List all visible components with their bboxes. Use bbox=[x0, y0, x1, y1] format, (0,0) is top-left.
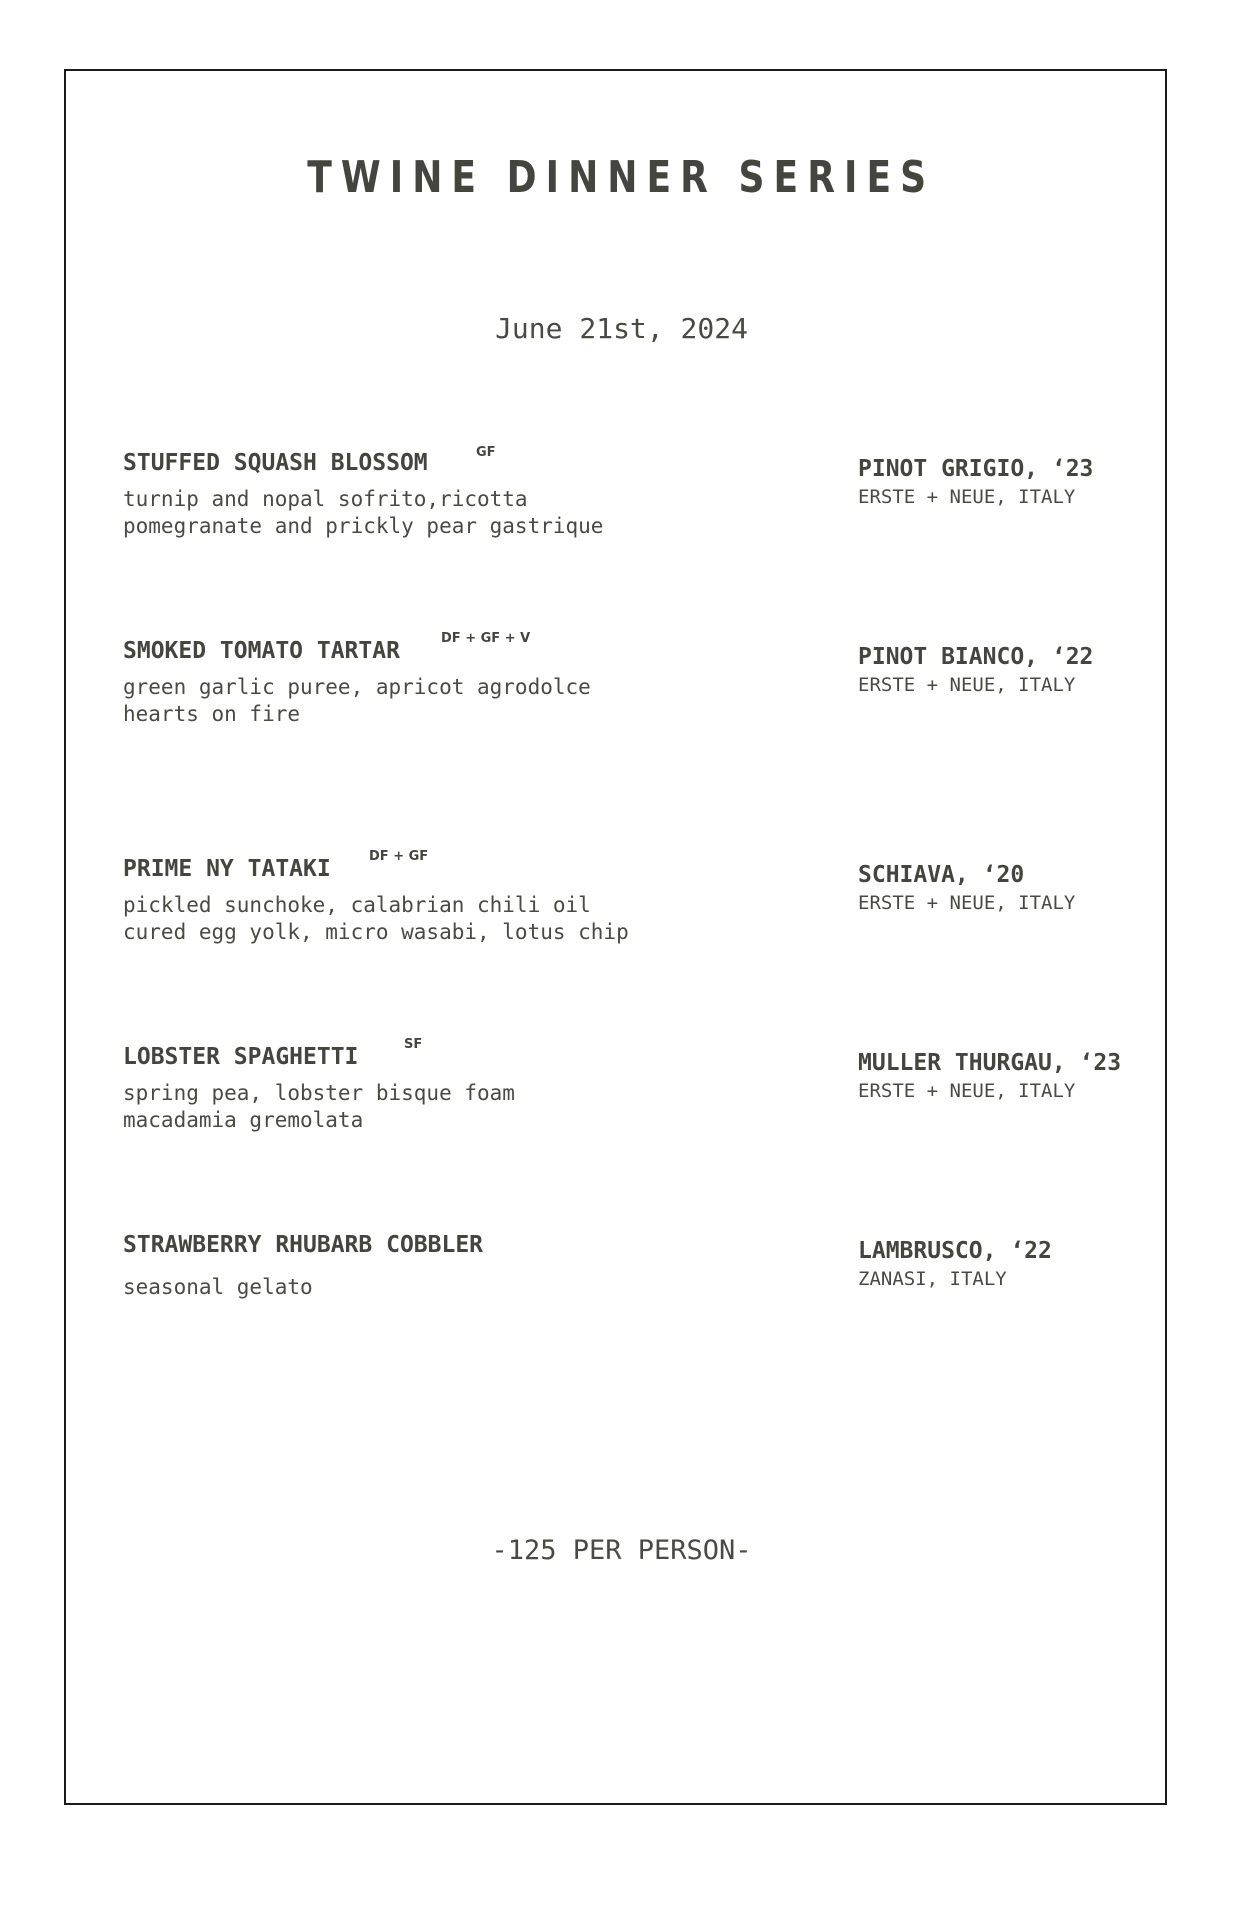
course-item bbox=[123, 1232, 483, 1301]
dietary-tag: SF bbox=[404, 1037, 423, 1052]
course-item bbox=[123, 450, 603, 540]
wine-pairing bbox=[858, 1236, 1052, 1292]
course-item bbox=[123, 638, 591, 728]
wine-name: LAMBRUSCO, ‘22 bbox=[858, 1238, 1052, 1264]
dietary-tag: DF + GF + V bbox=[441, 631, 531, 646]
course-item bbox=[123, 1044, 515, 1134]
wine-name: PINOT GRIGIO, ‘23 bbox=[858, 456, 1094, 482]
course-name: PRIME NY TATAKI bbox=[123, 856, 331, 882]
price-per-person: -125 PER PERSON- bbox=[491, 1535, 752, 1566]
wine-pairing bbox=[858, 454, 1093, 510]
course-description-line: turnip and nopal sofrito,ricotta bbox=[123, 487, 528, 511]
course-description-line: pickled sunchoke, calabrian chili oil bbox=[123, 893, 591, 917]
dietary-tag: DF + GF bbox=[369, 849, 429, 864]
dietary-tag: GF bbox=[476, 445, 496, 460]
course-name: SMOKED TOMATO TARTAR bbox=[123, 638, 400, 664]
course-description-line: seasonal gelato bbox=[123, 1275, 313, 1299]
course-description-line: macadamia gremolata bbox=[123, 1108, 364, 1132]
course-description-line: spring pea, lobster bisque foam bbox=[123, 1081, 515, 1105]
wine-pairing bbox=[858, 642, 1093, 698]
course-item bbox=[123, 856, 629, 946]
course-description-line: pomegranate and prickly pear gastrique bbox=[123, 514, 604, 538]
course-name: STUFFED SQUASH BLOSSOM bbox=[123, 450, 428, 476]
wine-origin: ZANASI, ITALY bbox=[858, 1268, 1007, 1290]
menu-title: TWINE DINNER SERIES bbox=[307, 152, 936, 203]
wine-origin: ERSTE + NEUE, ITALY bbox=[858, 892, 1076, 914]
wine-pairing bbox=[858, 1048, 1121, 1104]
wine-name: MULLER THURGAU, ‘23 bbox=[858, 1050, 1122, 1076]
wine-name: PINOT BIANCO, ‘22 bbox=[858, 644, 1094, 670]
wine-name: SCHIAVA, ‘20 bbox=[858, 862, 1025, 888]
event-date: June 21st, 2024 bbox=[495, 312, 748, 345]
course-name: LOBSTER SPAGHETTI bbox=[123, 1044, 359, 1070]
wine-origin: ERSTE + NEUE, ITALY bbox=[858, 674, 1076, 696]
course-description-line: hearts on fire bbox=[123, 702, 301, 726]
course-name: STRAWBERRY RHUBARB COBBLER bbox=[123, 1232, 484, 1258]
course-description-line: green garlic puree, apricot agrodolce bbox=[123, 675, 591, 699]
wine-origin: ERSTE + NEUE, ITALY bbox=[858, 1080, 1076, 1102]
wine-pairing bbox=[858, 860, 1075, 916]
wine-origin: ERSTE + NEUE, ITALY bbox=[858, 486, 1076, 508]
course-description-line: cured egg yolk, micro wasabi, lotus chip bbox=[123, 920, 629, 944]
